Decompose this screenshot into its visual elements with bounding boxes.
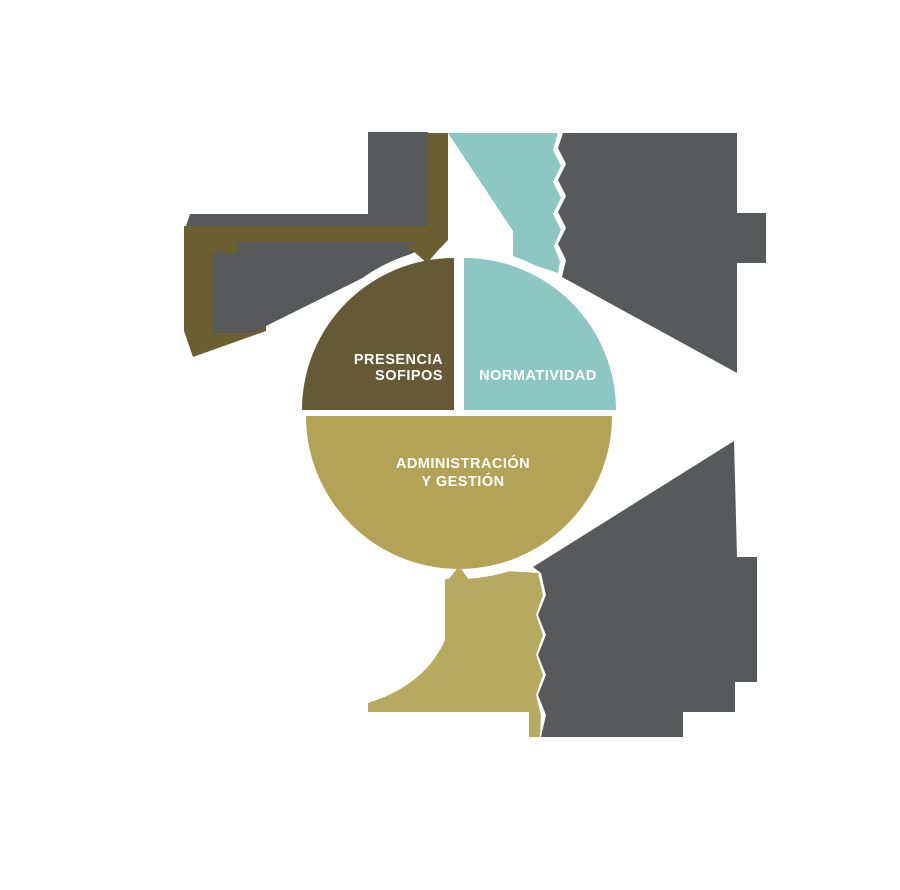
remnant-gray-band-left xyxy=(186,214,428,226)
pie-label-presencia-line2: SOFIPOS xyxy=(375,368,443,384)
pie-label-normatividad-line1: NORMATIVIDAD xyxy=(479,368,597,384)
pie-label-administracion-gestion xyxy=(363,455,563,491)
pie-label-administracion-line1: ADMINISTRACIÓN xyxy=(395,456,531,472)
pie-label-normatividad xyxy=(438,368,638,384)
pie-label-presencia-sofipos xyxy=(354,352,443,384)
pie-segment-administracion xyxy=(306,416,612,569)
remnant-gold-arm-bottom xyxy=(368,568,543,737)
pie-label-administracion-line2: Y GESTIÓN xyxy=(421,474,505,490)
remnant-gray-rect-top-left xyxy=(368,132,428,215)
pie-label-presencia-line1: PRESENCIA xyxy=(353,352,443,368)
